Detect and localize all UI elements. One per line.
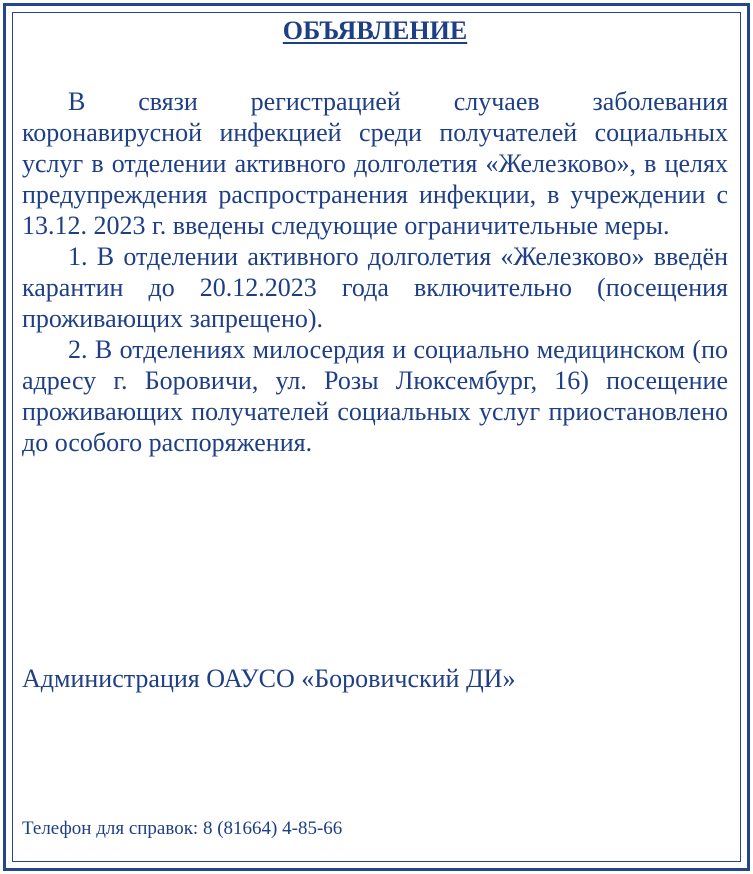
- notice-intro-paragraph: В связи регистрацией случаев заболевания коронавирусной инфекцией среди получателей социальных услуг в отделении активного долголетия «Железково», в целях предупреждения распространения инфекции, в учреждении с 13.12. 2023 г. введены следующие ограничительные меры.: [22, 87, 728, 240]
- notice-measure-1: 1. В отделении активного долголетия «Железково» введён карантин до 20.12.2023 года включительно (посещения проживающих запрещено).: [22, 242, 728, 333]
- notice-title: ОБЪЯВЛЕНИЕ: [282, 16, 468, 45]
- notice-measure-2: 2. В отделениях милосердия и социально медицинском (по адресу г. Боровичи, ул. Розы Люксембург, 16) посещение проживающих получателей социальных услуг приостановлено до особого распоряжения.: [22, 335, 728, 457]
- notice-content: [22, 14, 728, 458]
- notice-signature: Администрация ОАУСО «Боровичский ДИ»: [22, 664, 516, 693]
- notice-phone: Телефон для справок: 8 (81664) 4-85-66: [22, 818, 343, 839]
